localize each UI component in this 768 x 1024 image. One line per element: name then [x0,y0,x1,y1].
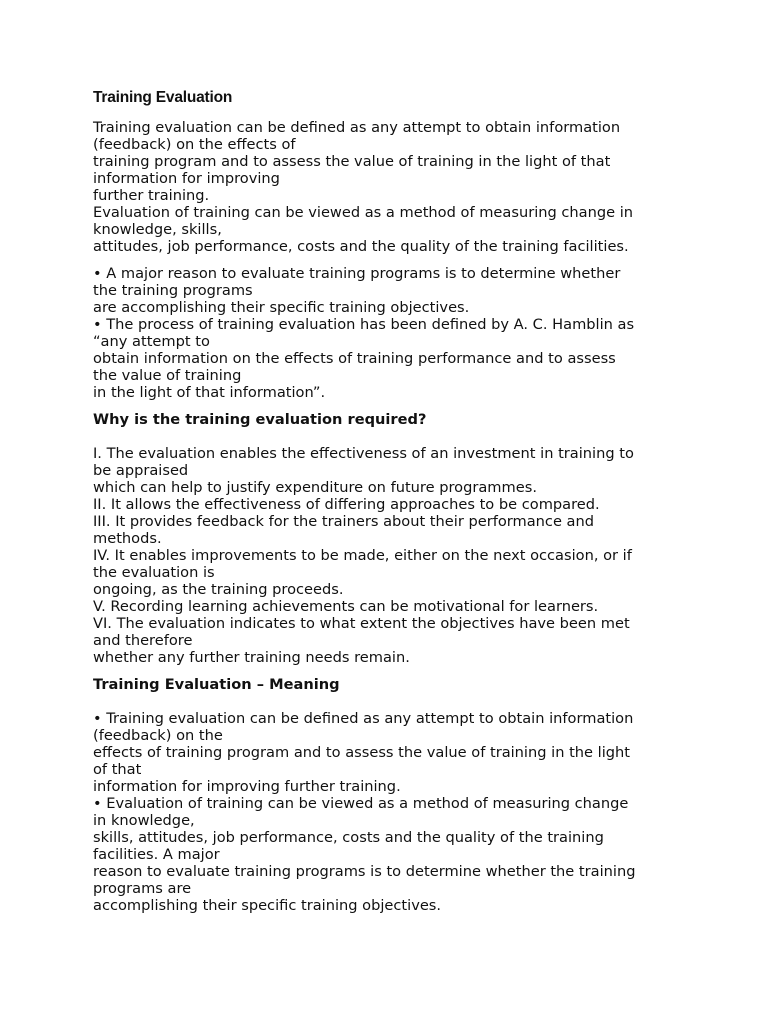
text-line: be appraised [93,462,189,479]
section-heading-meaning: Training Evaluation – Meaning [93,676,340,693]
text-line: IV. It enables improvements to be made, either on the next occasion, or if [93,547,632,564]
text-line: facilities. A major [93,846,220,863]
text-line: reason to evaluate training programs is to determine whether the training [93,863,636,880]
why-list [93,445,683,666]
text-line: which can help to justify expenditure on future programmes. [93,479,537,496]
text-line: are accomplishing their specific training objectives. [93,299,470,316]
text-line: information for improving [93,170,280,187]
document-title: Training Evaluation [93,89,233,106]
text-line: Training evaluation can be defined as any attempt to obtain information [93,119,621,136]
text-line: the training programs [93,282,253,299]
text-line: training program and to assess the value of training in the light of that [93,153,611,170]
text-line: I. The evaluation enables the effectiveness of an investment in training to [93,445,634,462]
text-line: skills, attitudes, job performance, costs and the quality of the training [93,829,604,846]
text-line: V. Recording learning achievements can be motivational for learners. [93,598,599,615]
section-heading-why: Why is the training evaluation required? [93,411,427,428]
text-line: and therefore [93,632,193,649]
text-line: II. It allows the effectiveness of differing approaches to be compared. [93,496,600,513]
text-line: the value of training [93,367,242,384]
bullets-paragraph [93,265,683,401]
intro-paragraph [93,119,683,255]
text-line: (feedback) on the [93,727,223,744]
text-line: ongoing, as the training proceeds. [93,581,344,598]
text-line: VI. The evaluation indicates to what extent the objectives have been met [93,615,630,632]
text-line: methods. [93,530,162,547]
text-line: • A major reason to evaluate training programs is to determine whether [93,265,621,282]
text-line: accomplishing their specific training objectives. [93,897,442,914]
text-line: in knowledge, [93,812,195,829]
text-line: • The process of training evaluation has been defined by A. C. Hamblin as [93,316,635,333]
text-line: information for improving further training. [93,778,401,795]
text-line: “any attempt to [93,333,210,350]
document-page [93,87,683,914]
text-line: in the light of that information”. [93,384,326,401]
text-line: effects of training program and to assess the value of training in the light [93,744,631,761]
text-line: Evaluation of training can be viewed as a method of measuring change in [93,204,634,221]
text-line: programs are [93,880,192,897]
text-line: III. It provides feedback for the trainers about their performance and [93,513,595,530]
text-line: knowledge, skills, [93,221,222,238]
text-line: obtain information on the effects of training performance and to assess [93,350,616,367]
text-line: (feedback) on the effects of [93,136,296,153]
text-line: the evaluation is [93,564,215,581]
text-line: • Training evaluation can be defined as any attempt to obtain information [93,710,634,727]
text-line: whether any further training needs remain. [93,649,410,666]
text-line: attitudes, job performance, costs and the quality of the training facilities. [93,238,629,255]
text-line: further training. [93,187,210,204]
text-line: • Evaluation of training can be viewed as a method of measuring change [93,795,629,812]
meaning-list [93,710,683,914]
text-line: of that [93,761,142,778]
